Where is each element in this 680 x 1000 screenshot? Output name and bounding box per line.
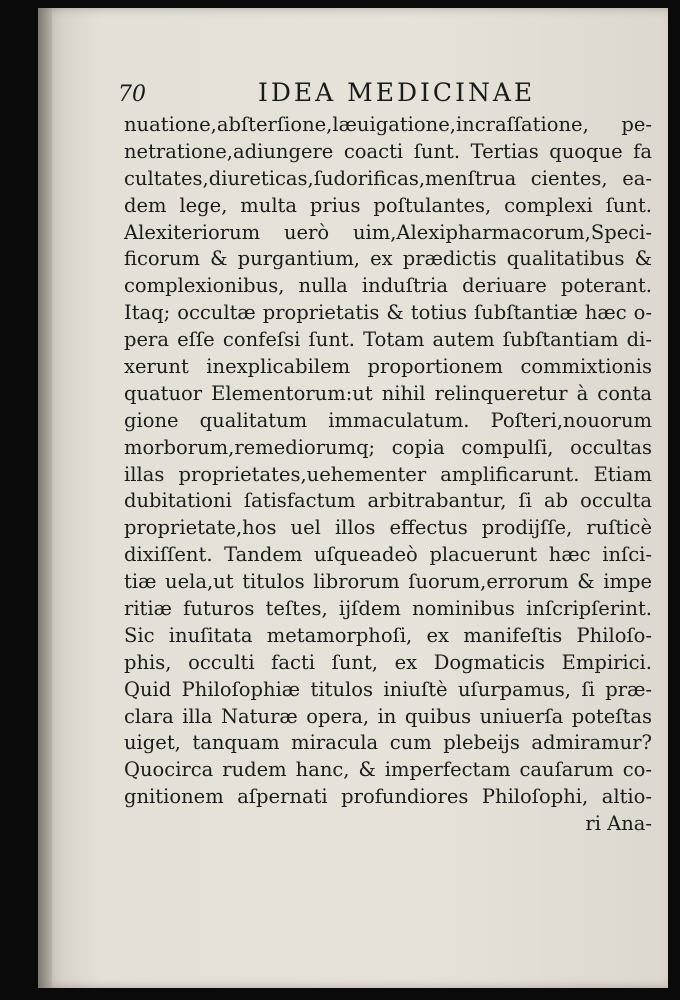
page-number: 70 bbox=[118, 82, 146, 107]
text-line: morborum,remediorumq; copia compulſi, occultas bbox=[124, 435, 652, 459]
text-line: phis, occulti facti ſunt, ex Dogmaticis Empirici. bbox=[124, 650, 652, 674]
text-line: ritiæ futuros teſtes, ijſdem nominibus inſcripſerint. bbox=[124, 597, 652, 621]
text-line: Alexiteriorum uerò uim,Alexipharmacorum,Speci- bbox=[124, 220, 652, 244]
text-line: gione qualitatum immaculatum. Poſteri,nouorum bbox=[124, 408, 652, 432]
text-line: cultates,diureticas,ſudorificas,menſtrua cientes, ea- bbox=[124, 166, 652, 190]
catchword-line: ri Ana- bbox=[585, 812, 652, 836]
text-line: dem lege, multa prius poſtulantes, complexi ſunt. bbox=[124, 193, 652, 217]
body-text bbox=[124, 112, 652, 838]
text-line: tiæ uela,ut titulos librorum ſuorum,errorum & impe bbox=[124, 570, 652, 594]
text-line: gnitionem aſpernati profundiores Philoſophi, altio- bbox=[124, 785, 652, 809]
page-gutter-shadow bbox=[38, 8, 52, 988]
text-line: dubitationi ſatisfactum arbitrabantur, ſi ab occulta bbox=[124, 489, 652, 513]
text-line: dixiſſent. Tandem uſqueadeò placuerunt hæc inſci- bbox=[124, 543, 652, 567]
text-line: xerunt inexplicabilem proportionem commixtionis bbox=[124, 355, 652, 379]
text-line: Sic inuſitata metamorphoſi, ex manifeſtis Philoſo- bbox=[124, 623, 652, 647]
text-line: Itaq; occultæ proprietatis & totius ſubſtantiæ hæc o- bbox=[124, 301, 652, 325]
page-header bbox=[118, 78, 558, 112]
text-line: nuatione,abſterſione,læuigatione,incraſſatione, pe- bbox=[124, 113, 652, 136]
text-line: illas proprietates,uehementer amplificarunt. Etiam bbox=[124, 462, 652, 486]
text-line: pera eſſe confeſsi ſunt. Totam autem ſubſtantiam di- bbox=[124, 328, 652, 352]
text-line: quatuor Elementorum:ut nihil relinqueretur à conta bbox=[124, 381, 652, 405]
text-line: Quocirca rudem hanc, & imperfectam cauſarum co- bbox=[124, 758, 652, 782]
text-line: ficorum & purgantium, ex prædictis qualitatibus & bbox=[124, 247, 652, 271]
running-title: IDEA MEDICINAE bbox=[258, 78, 536, 107]
text-line: complexionibus, nulla induſtria deriuare poterant. bbox=[124, 274, 652, 298]
text-line: uiget, tanquam miracula cum plebeijs admiramur? bbox=[124, 731, 652, 755]
text-line: proprietate,hos uel illos effectus prodijſſe, ruſticè bbox=[124, 516, 652, 540]
text-line: Quid Philoſophiæ titulos iniuſtè uſurpamus, ſi præ- bbox=[124, 677, 652, 701]
text-line: clara illa Naturæ opera, in quibus uniuerſa poteſtas bbox=[124, 704, 652, 728]
text-line: netratione,adiungere coacti ſunt. Tertias quoque fa bbox=[124, 139, 652, 163]
